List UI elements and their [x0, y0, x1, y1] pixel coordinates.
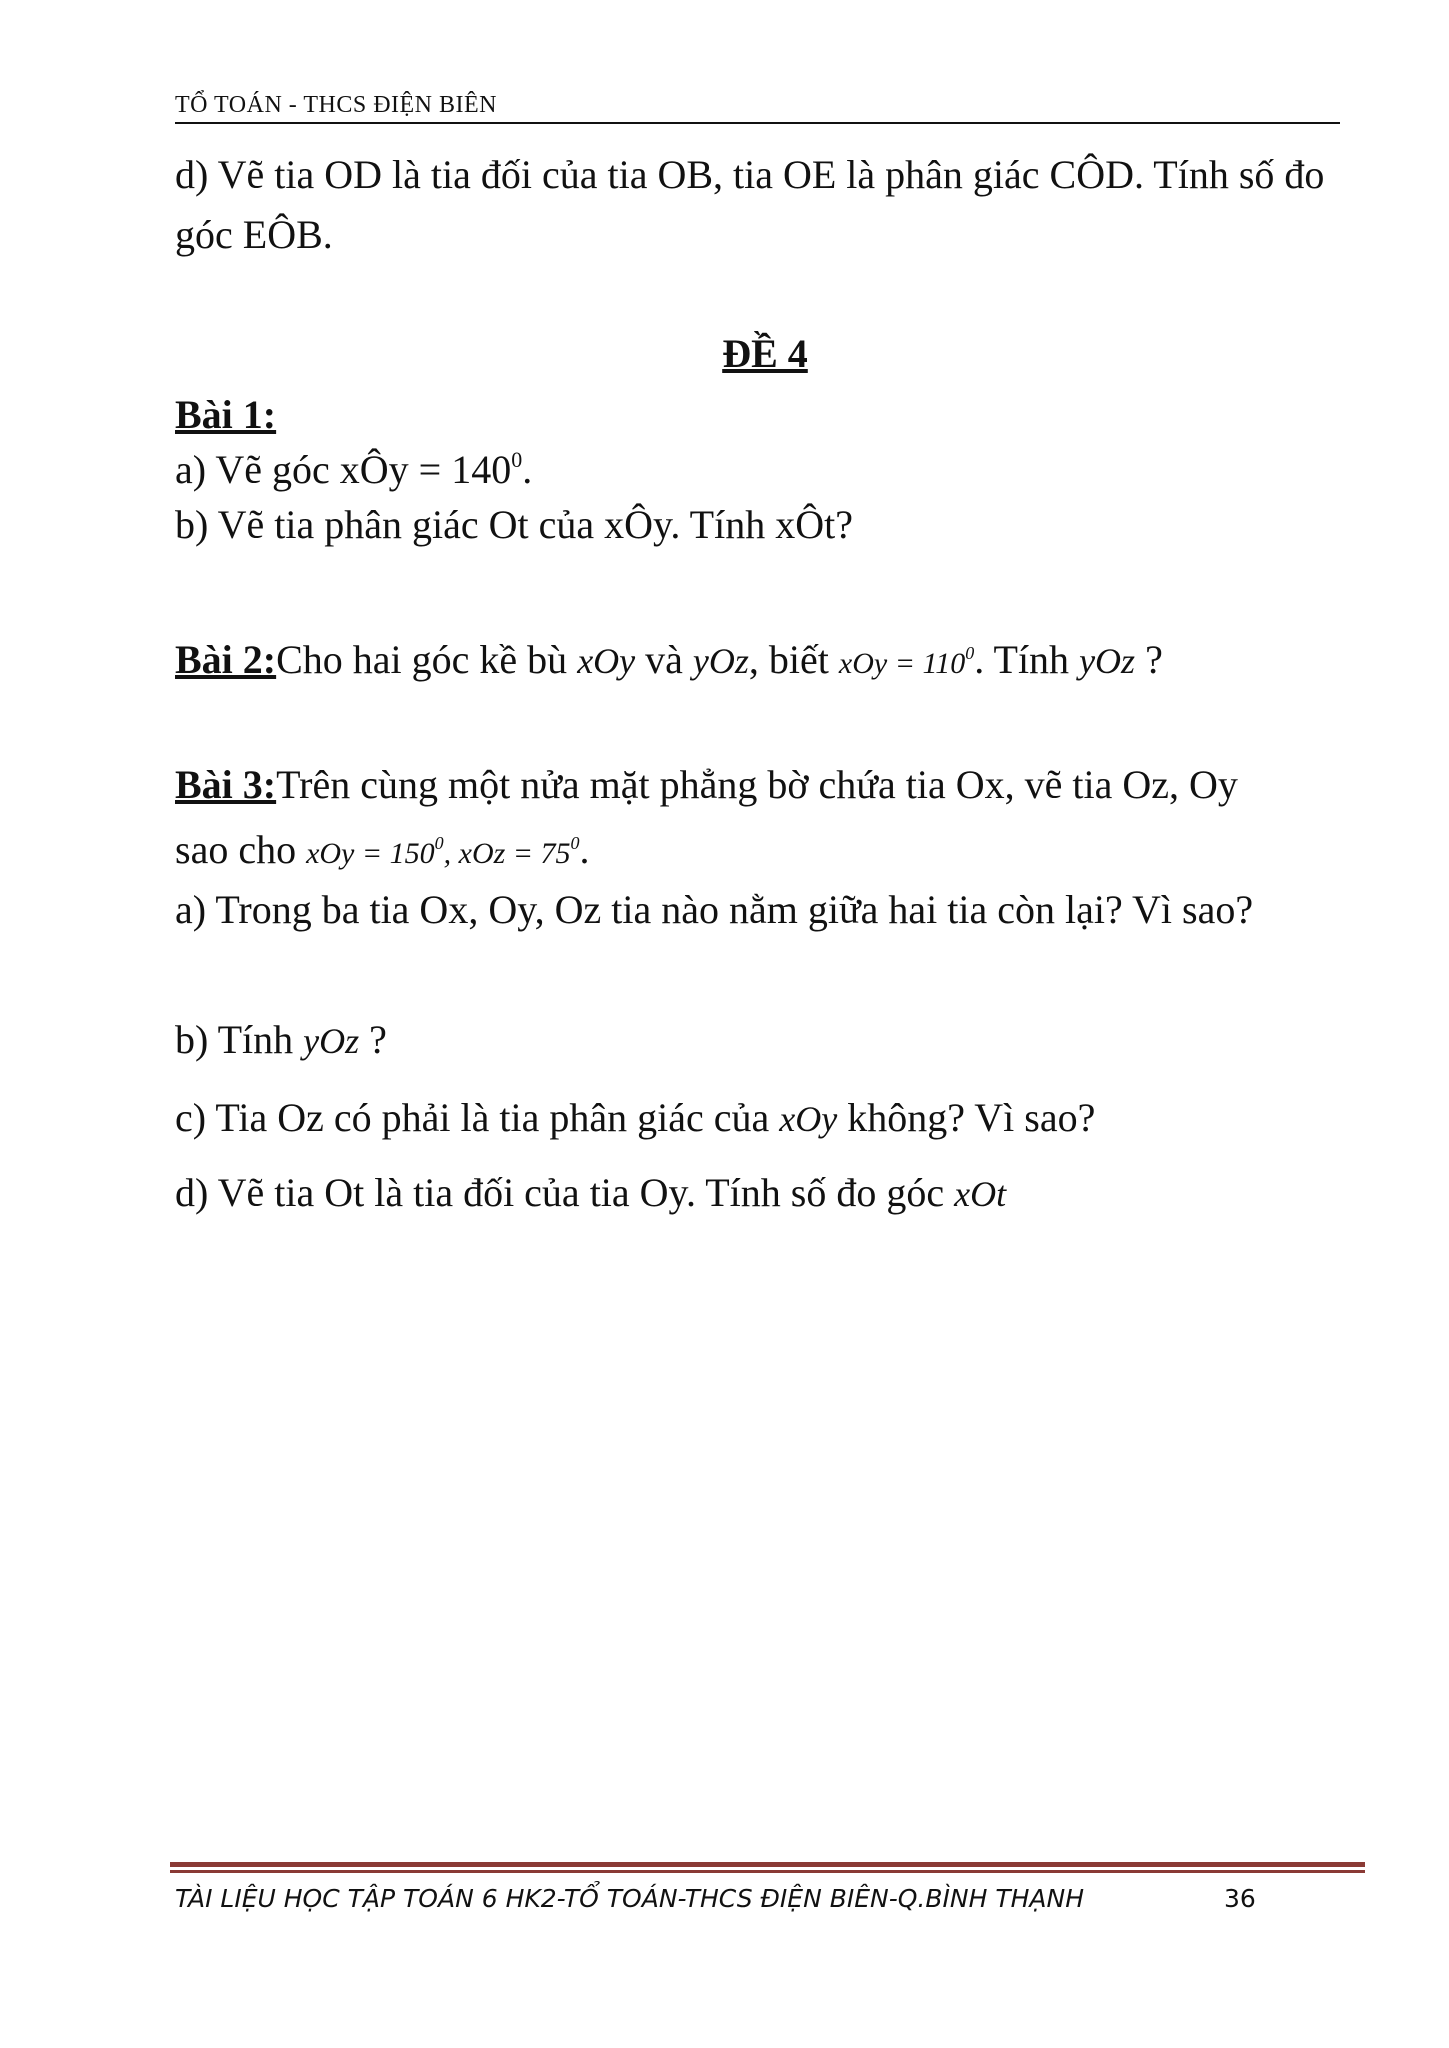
bai3-part-a: a) Trong ba tia Ox, Oy, Oz tia nào nằm giữa hai tia còn lại? Vì sao? [175, 887, 1254, 932]
bai3-c-prefix: c) Tia Oz có phải là tia phân giác của [175, 1095, 780, 1140]
bai2-text-1: Cho hai góc kề bù [276, 637, 578, 682]
bai3-line-2 [175, 820, 590, 884]
bai3-c-math: xOy [779, 1099, 838, 1139]
exam-title: ĐỀ 4 [722, 331, 808, 376]
footer-rule-thin [170, 1870, 1365, 1873]
bai3-line1-text: Trên cùng một nửa mặt phẳng bờ chứa tia Ox, vẽ tia Oz, Oy [276, 762, 1238, 807]
bai3-conditions [306, 833, 580, 870]
bai3-b-suffix: ? [359, 1017, 387, 1062]
bai3-b-prefix: b) Tính [175, 1017, 304, 1062]
bai3-cond2-degree: 0 [570, 833, 580, 853]
bai1-a-text: a) Vẽ góc xÔy = 140 [175, 447, 512, 492]
footer-rule-thick [170, 1862, 1365, 1867]
bai2-text-2: và [635, 637, 693, 682]
footer-text: TÀI LIỆU HỌC TẬP TOÁN 6 HK2-TỔ TOÁN-THCS ĐIỆN BIÊN-Q.BÌNH THẠNH [175, 1884, 1085, 1913]
bai1-a-degree: 0 [511, 447, 523, 472]
previous-problem-part-d: d) Vẽ tia OD là tia đối của tia OB, tia OE là phân giác CÔD. Tính số đo góc EÔB. [175, 152, 1325, 257]
bai2-given [838, 643, 975, 680]
bai3-c-suffix: không? Vì sao? [837, 1095, 1096, 1140]
bai3-d-prefix: d) Vẽ tia Ot là tia đối của tia Oy. Tính số đo góc [175, 1170, 955, 1215]
bai3-cond1: xOy = 150 [306, 837, 435, 870]
page-header [175, 88, 1340, 124]
bai1-heading: Bài 1: [175, 392, 277, 437]
bai3-b-math: yOz [303, 1021, 360, 1061]
bai2-given-value: xOy = 110 [838, 647, 966, 680]
bai2-angle-xoy: xOy [577, 641, 636, 681]
bai2-heading: Bài 2: [175, 637, 277, 682]
bai3-part-c [175, 1088, 1095, 1149]
bai1-part-b: b) Vẽ tia phân giác Ot của xÔy. Tính xÔt? [175, 502, 853, 547]
bai3-line2-suffix: . [579, 827, 590, 872]
bai1-label [175, 385, 276, 445]
bai3-line2-prefix: sao cho [175, 827, 307, 872]
bai2-angle-yoz: yOz [692, 641, 749, 681]
bai3-heading: Bài 3: [175, 762, 277, 807]
bai3-part-b [175, 1010, 387, 1071]
bai2-statement [175, 630, 1163, 694]
footer-rule [170, 1862, 1365, 1874]
bai2-given-degree: 0 [965, 643, 975, 663]
bai3-d-math: xOt [954, 1174, 1007, 1214]
bai3-part-d [175, 1163, 1006, 1224]
bai3-cond1-degree: 0 [434, 833, 444, 853]
bai2-text-3: , biết [748, 637, 839, 682]
bai3-cond2: , xOz = 75 [443, 837, 571, 870]
bai1-part-a [175, 440, 532, 500]
page-number: 36 [1224, 1884, 1256, 1913]
bai2-text-4: . Tính [974, 637, 1080, 682]
bai1-a-period: . [522, 447, 533, 492]
bai2-ask-yoz: yOz [1079, 641, 1136, 681]
header-text: TỔ TOÁN - THCS ĐIỆN BIÊN [175, 92, 497, 118]
bai2-text-5: ? [1135, 637, 1163, 682]
bai3-line-1 [175, 755, 1238, 815]
